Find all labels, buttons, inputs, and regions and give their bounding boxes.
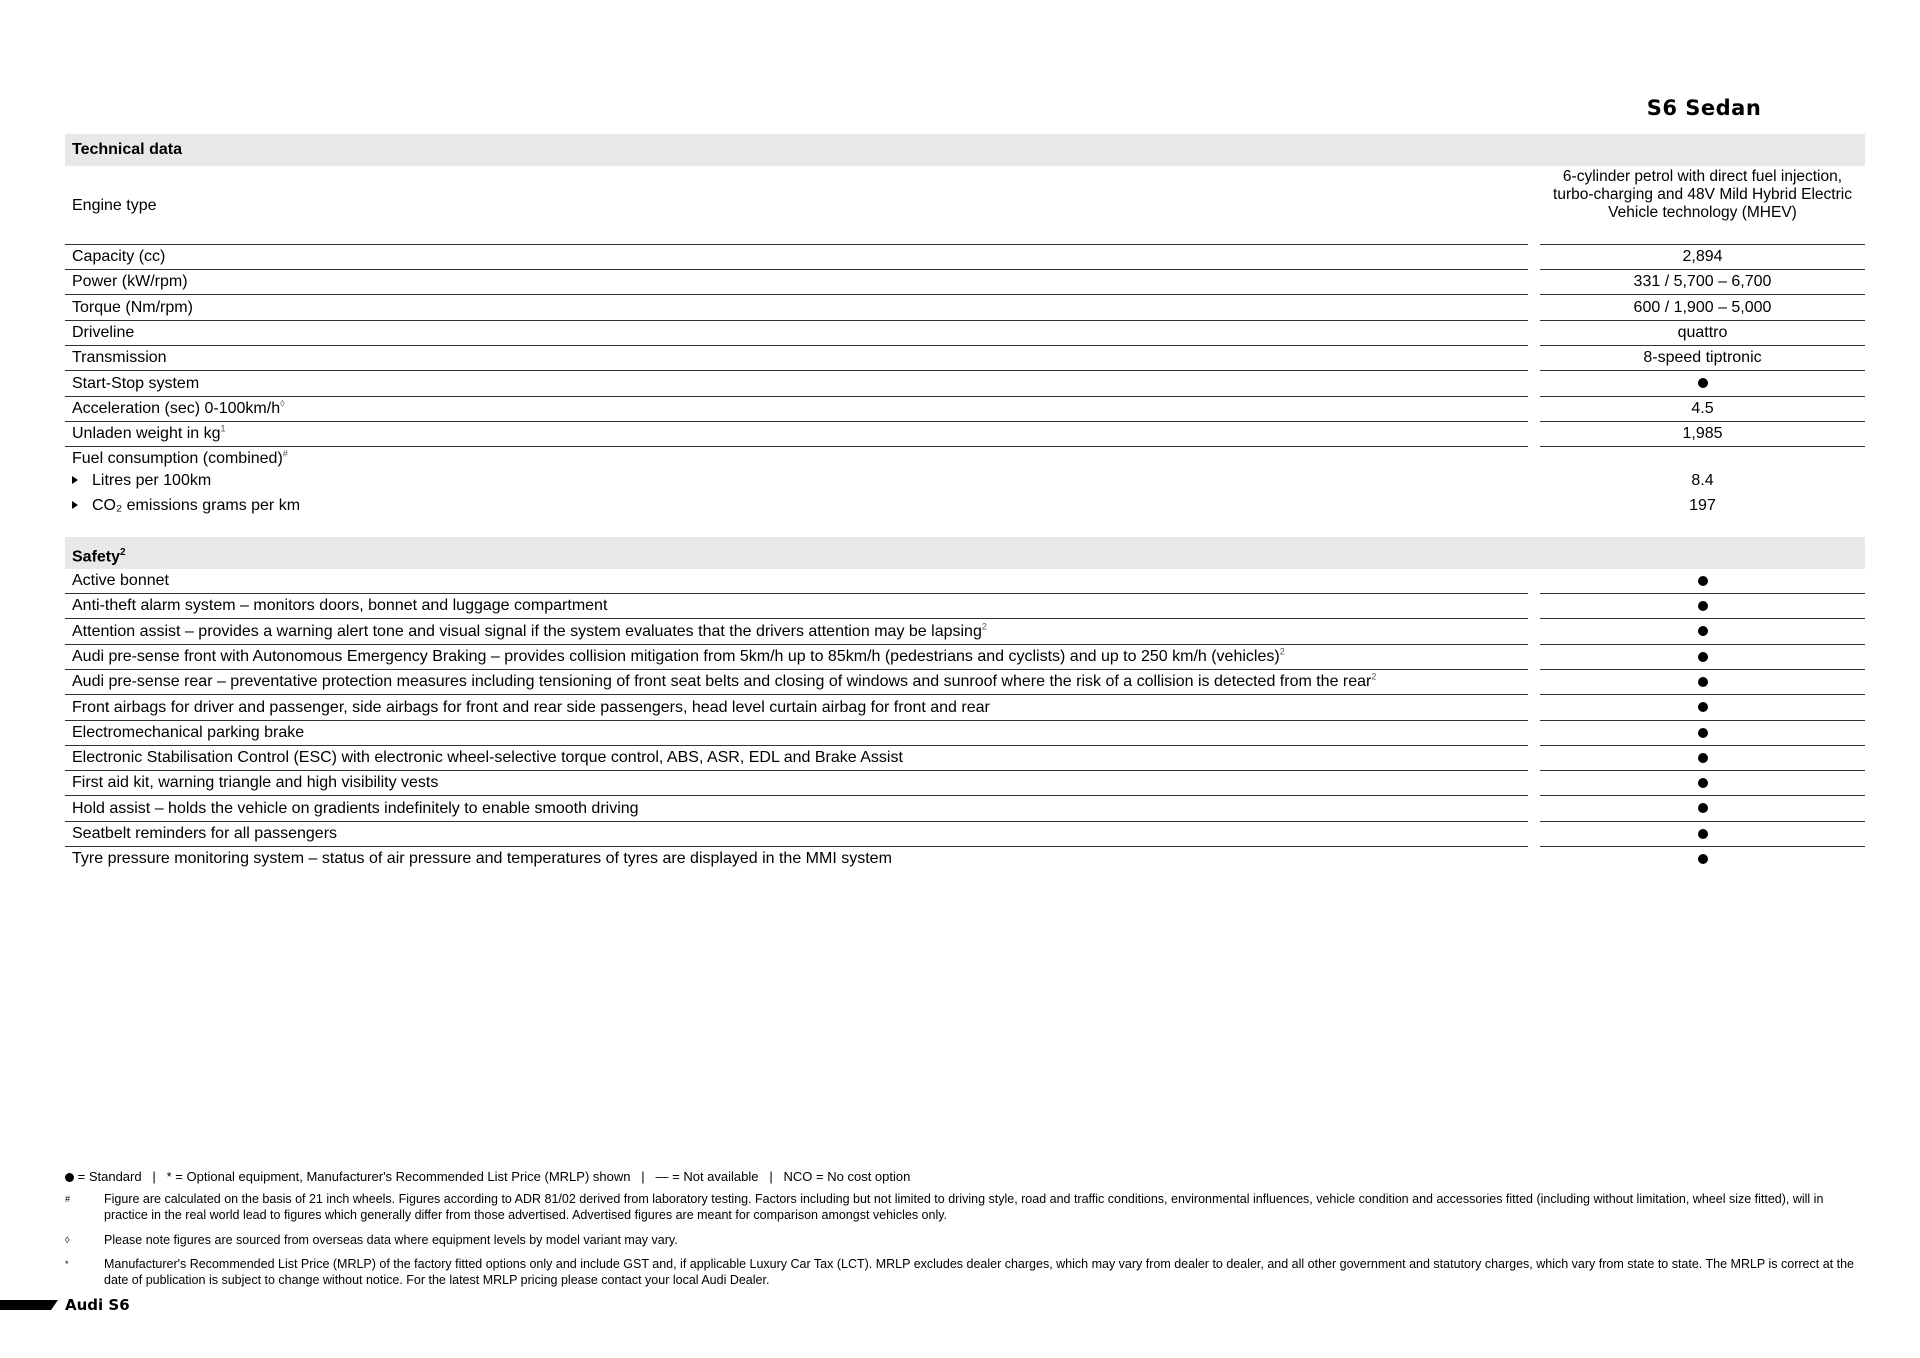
co2-label: CO₂ emissions grams per km (92, 497, 301, 514)
spec-label (65, 245, 1528, 270)
spec-label-text: Electromechanical parking brake (72, 723, 305, 741)
spec-label-text: Anti-theft alarm system – monitors doors, bonnet and luggage compartment (72, 597, 608, 615)
spec-label-text: Driveline (72, 323, 135, 341)
fuel-label-sup: # (282, 448, 288, 459)
spec-row (65, 321, 1865, 346)
footnote-marker: 2 (1371, 671, 1377, 682)
footnote (65, 1232, 1865, 1248)
spec-label (65, 670, 1528, 695)
footnote (65, 1191, 1865, 1223)
section-header-safety (65, 537, 1865, 569)
spec-label (65, 296, 1528, 321)
standard-dot-icon (1698, 378, 1708, 388)
spec-label-text: Electronic Stabilisation Control (ESC) with electronic wheel-selective torque control, ABS, ASR, EDL and Brake Assist (72, 749, 903, 767)
spec-value: 4.5 (1540, 397, 1865, 422)
spec-label (65, 372, 1528, 397)
footnote-symbol: ◊ (65, 1235, 70, 1245)
spec-row (65, 569, 1865, 594)
co2-value: 197 (1689, 497, 1716, 514)
spec-row (65, 594, 1865, 619)
standard-dot-icon (1698, 702, 1708, 712)
spec-value: 600 / 1,900 – 5,000 (1540, 296, 1865, 321)
spec-label (65, 746, 1528, 771)
spec-row (65, 296, 1865, 321)
spec-label (65, 346, 1528, 371)
spec-row (65, 245, 1865, 270)
spec-label-text: Attention assist – provides a warning alert tone and visual signal if the system evaluates that the drivers attention may be lapsing (72, 622, 982, 640)
standard-dot-icon (1698, 728, 1708, 738)
spec-label-text: Capacity (cc) (72, 248, 166, 265)
spec-label (65, 696, 1528, 721)
spec-label (65, 422, 1528, 447)
spec-label-text: Tyre pressure monitoring system – status of air pressure and temperatures of tyres are displayed in the MMI system (72, 850, 892, 868)
standard-dot-icon (1698, 626, 1708, 636)
standard-dot-icon (1698, 652, 1708, 662)
spec-row (65, 847, 1865, 872)
spec-label (65, 771, 1528, 796)
spec-row (65, 620, 1865, 645)
spec-value: 331 / 5,700 – 6,700 (1540, 270, 1865, 295)
spec-label-text: Unladen weight in kg (72, 425, 221, 443)
footnote-marker: 1 (220, 423, 226, 434)
standard-dot-icon (1698, 753, 1708, 763)
spec-label-text: Active bonnet (72, 572, 169, 589)
fuel-consumption-block (65, 448, 1865, 516)
model-title: S6 Sedan (1646, 96, 1762, 120)
spec-row (65, 397, 1865, 422)
spec-label (65, 569, 1528, 594)
spec-row (65, 797, 1865, 822)
spec-label-text: Start-Stop system (72, 374, 200, 392)
footnote-text: Please note figures are sourced from overseas data where equipment levels by model variant may vary. (104, 1233, 678, 1247)
spec-label (65, 645, 1528, 670)
spec-row (65, 422, 1865, 447)
standard-dot-icon (1698, 601, 1708, 611)
footnote-marker: 2 (1279, 646, 1285, 657)
legend-text: = Standard | * = Optional equipment, Manufacturer's Recommended List Price (MRLP) shown | — = Not available | NCO = No cost option (77, 1169, 911, 1184)
spec-label-text: Audi pre-sense front with Autonomous Emergency Braking – provides collision mitigation from 5km/h up to 85km/h (pedestrians and cyclists) and up to 250 km/h (vehicles) (72, 647, 1280, 665)
spec-row (65, 721, 1865, 746)
footnote-marker: 2 (981, 621, 987, 632)
spec-label-text: Transmission (72, 349, 167, 367)
standard-dot-icon (1540, 372, 1865, 397)
standard-dot-icon (1540, 670, 1865, 695)
standard-dot-icon (1540, 569, 1865, 594)
footer-bar (0, 1300, 58, 1310)
standard-dot-icon (1540, 797, 1865, 822)
spec-label: Engine type (65, 167, 1528, 245)
spec-row (65, 746, 1865, 771)
spec-value: 6-cylinder petrol with direct fuel injection, turbo-charging and 48V Mild Hybrid Electric Vehicle technology (MHEV) (1540, 167, 1865, 245)
spec-label (65, 620, 1528, 645)
spec-row (65, 771, 1865, 796)
spec-label (65, 797, 1528, 822)
section-header-technical: Technical data (65, 134, 1865, 166)
spec-label (65, 397, 1528, 422)
standard-dot-icon (65, 1173, 74, 1182)
spec-row (65, 696, 1865, 721)
standard-dot-icon (1540, 620, 1865, 645)
standard-dot-icon (1540, 822, 1865, 847)
spec-label (65, 847, 1528, 872)
footer-label: Audi S6 (65, 1296, 130, 1314)
footnote-marker: ◊ (280, 398, 285, 409)
standard-dot-icon (1698, 778, 1708, 788)
standard-dot-icon (1540, 847, 1865, 872)
spec-row (65, 822, 1865, 847)
spec-row-engine (65, 167, 1865, 245)
bullet-arrow-icon (72, 501, 78, 509)
fuel-label: Fuel consumption (combined) (72, 450, 283, 467)
legend (65, 1169, 910, 1184)
spec-value: 8-speed tiptronic (1540, 346, 1865, 371)
standard-dot-icon (1540, 721, 1865, 746)
footnote-text: Manufacturer's Recommended List Price (MRLP) of the factory fitted options only and include GST and, if applicable Luxury Car Tax (LCT). MRLP excludes dealer charges, which may vary from dealer to dealer, and all other government and statutory charges, which vary from state to state. The MRLP is correct at the date of publication is subject to change without notice. For the latest MRLP pricing please contact your local Audi Dealer. (104, 1257, 1854, 1287)
spec-row (65, 372, 1865, 397)
standard-dot-icon (1698, 803, 1708, 813)
spec-row (65, 270, 1865, 295)
spec-label-text: Torque (Nm/rpm) (72, 298, 193, 316)
footnote-symbol: * (65, 1259, 69, 1269)
footnote (65, 1256, 1865, 1288)
bullet-arrow-icon (72, 476, 78, 484)
standard-dot-icon (1698, 576, 1708, 586)
spec-label-text: First aid kit, warning triangle and high visibility vests (72, 774, 439, 792)
spec-label (65, 594, 1528, 619)
spec-row (65, 645, 1865, 670)
standard-dot-icon (1698, 677, 1708, 687)
spec-value: 2,894 (1540, 245, 1865, 270)
standard-dot-icon (1540, 645, 1865, 670)
spec-label (65, 270, 1528, 295)
spec-label-text: Power (kW/rpm) (72, 273, 188, 291)
spec-row (65, 346, 1865, 371)
litres-label: Litres per 100km (92, 472, 212, 489)
spec-label (65, 822, 1528, 847)
standard-dot-icon (1540, 746, 1865, 771)
standard-dot-icon (1698, 829, 1708, 839)
standard-dot-icon (1540, 696, 1865, 721)
spec-label-text: Acceleration (sec) 0-100km/h (72, 399, 281, 417)
spec-label-text: Audi pre-sense rear – preventative protection measures including tensioning of front seat belts and closing of windows and sunroof where the risk of a collision is detected from the rear (72, 673, 1372, 691)
spec-label-text: Seatbelt reminders for all passengers (72, 825, 338, 842)
standard-dot-icon (1540, 594, 1865, 619)
spec-label-text: Front airbags for driver and passenger, side airbags for front and rear side passengers, head level curtain airbag for front and rear (72, 698, 990, 716)
litres-value: 8.4 (1691, 472, 1714, 489)
standard-dot-icon (1540, 771, 1865, 796)
spec-label (65, 721, 1528, 746)
spec-row (65, 670, 1865, 695)
safety-header-label: Safety (72, 548, 121, 566)
spec-value: quattro (1540, 321, 1865, 346)
footnote-text: Figure are calculated on the basis of 21 inch wheels. Figures according to ADR 81/02 derived from laboratory testing. Factors including but not limited to driving style, road and traffic conditions, environmental influences, vehicle condition and accessories fitted (including without limitation, wheel size fitted), will in practice in the real world lead to figures which generally differ from those advertised. Advertised figures are meant for comparison amongst vehicles only. (104, 1192, 1824, 1222)
footnote-symbol: # (65, 1194, 71, 1204)
spec-label-text: Hold assist – holds the vehicle on gradients indefinitely to enable smooth driving (72, 799, 639, 817)
standard-dot-icon (1698, 854, 1708, 864)
spec-label (65, 321, 1528, 346)
safety-header-sup: 2 (120, 547, 126, 558)
spec-value: 1,985 (1540, 422, 1865, 447)
